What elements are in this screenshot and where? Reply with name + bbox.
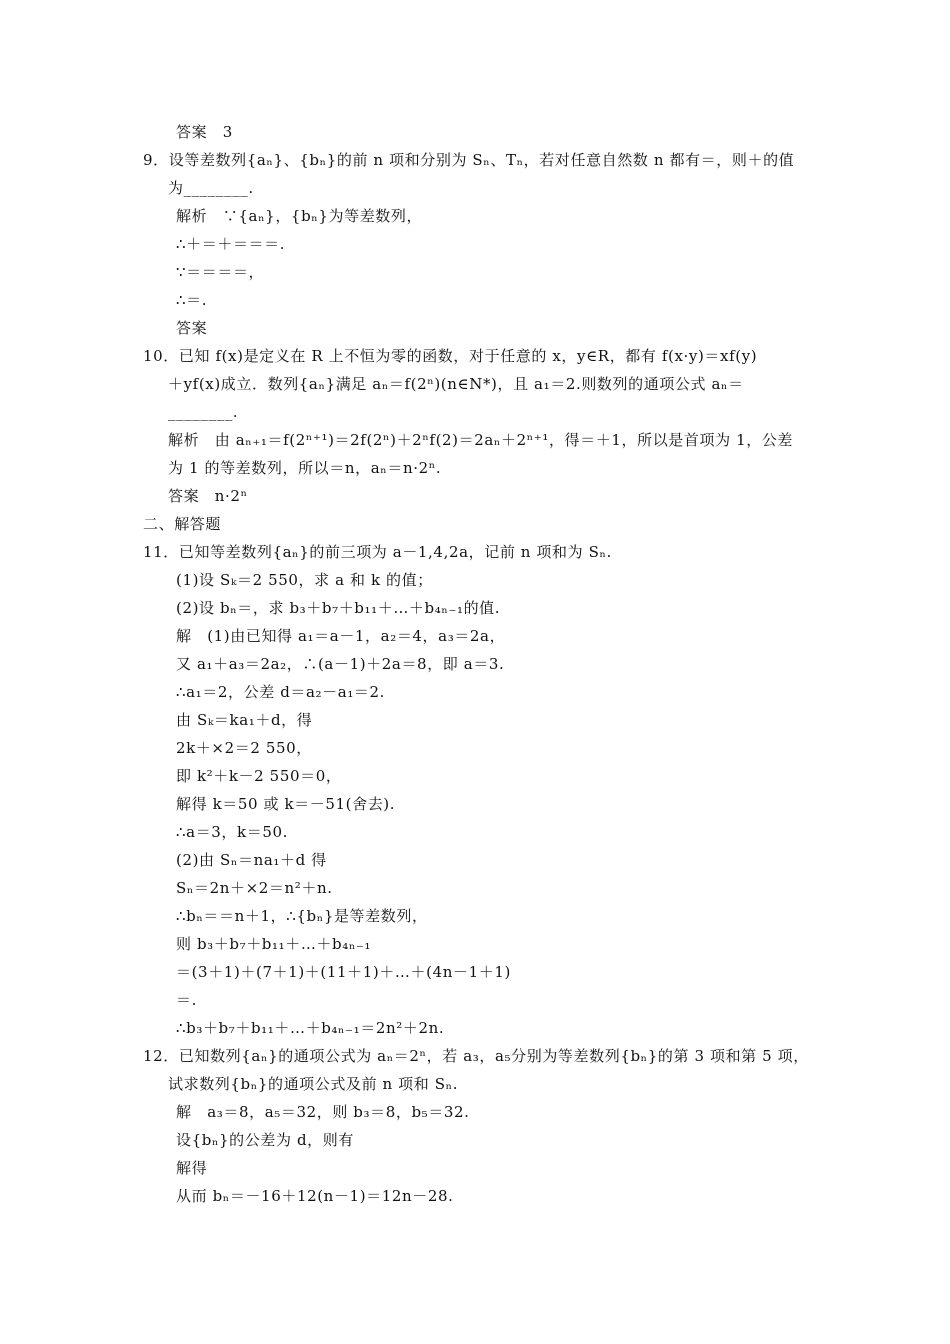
solution-12-line3: 解得 bbox=[176, 1159, 208, 1177]
solution-10-line2: 为 1 的等差数列，所以＝n，aₙ＝n·2ⁿ. bbox=[168, 459, 442, 477]
solution-9-line4: ∴＝. bbox=[176, 291, 208, 309]
problem-10-line1: 10．已知 f(x)是定义在 R 上不恒为零的函数，对于任意的 x，y∈R，都有 f(x·y)＝xf(y) bbox=[143, 347, 758, 365]
solution-11-line12: 则 b₃＋b₇＋b₁₁＋…＋b₄ₙ₋₁ bbox=[176, 935, 372, 953]
solution-12-line1: 解 a₃＝8，a₅＝32，则 b₃＝8，b₅＝32. bbox=[176, 1103, 470, 1121]
solution-10-line1: 解析 由 aₙ₊₁＝f(2ⁿ⁺¹)＝2f(2ⁿ)＋2ⁿf(2)＝2aₙ＋2ⁿ⁺¹，得＝＋1，所以是首项为 1，公差 bbox=[168, 431, 794, 449]
section-heading: 二、解答题 bbox=[143, 515, 222, 533]
solution-11-line7: 解得 k＝50 或 k＝－51(舍去). bbox=[176, 795, 396, 813]
solution-11-line5: 2k＋×2＝2 550， bbox=[176, 739, 312, 757]
solution-11-line10: Sₙ＝2n＋×2＝n²＋n. bbox=[176, 879, 333, 897]
answer-9: 答案 bbox=[176, 319, 208, 337]
solution-9-line2: ∴＋＝＋＝＝＝. bbox=[176, 235, 286, 253]
solution-9-line3: ∵＝＝＝＝， bbox=[176, 263, 265, 281]
problem-11-part2: (2)设 bₙ＝，求 b₃＋b₇＋b₁₁＋…＋b₄ₙ₋₁的值. bbox=[176, 599, 501, 617]
solution-11-line15: ∴b₃＋b₇＋b₁₁＋…＋b₄ₙ₋₁＝2n²＋2n. bbox=[176, 1019, 445, 1037]
solution-11-line6: 即 k²＋k－2 550＝0， bbox=[176, 767, 342, 785]
problem-11-line1: 11．已知等差数列{aₙ}的前三项为 a－1,4,2a，记前 n 项和为 Sₙ. bbox=[143, 543, 612, 561]
solution-12-line2: 设{bₙ}的公差为 d，则有 bbox=[176, 1131, 354, 1149]
solution-11-line2: 又 a₁＋a₃＝2a₂，∴(a－1)＋2a＝8，即 a＝3. bbox=[176, 655, 505, 673]
problem-10-line2: ＋yf(x)成立．数列{aₙ}满足 aₙ＝f(2ⁿ)(n∈N*)，且 a₁＝2.则数列的通项公式 aₙ＝ bbox=[168, 375, 744, 393]
problem-9-line2: 为________. bbox=[168, 179, 254, 197]
solution-11-line13: ＝(3＋1)＋(7＋1)＋(11＋1)＋…＋(4n－1＋1) bbox=[176, 963, 511, 981]
solution-11-line3: ∴a₁＝2，公差 d＝a₂－a₁＝2. bbox=[176, 683, 386, 701]
solution-11-line8: ∴a＝3，k＝50. bbox=[176, 823, 288, 841]
solution-11-line9: (2)由 Sₙ＝na₁＋d 得 bbox=[176, 851, 327, 869]
solution-11-line14: ＝. bbox=[176, 991, 197, 1009]
solution-9-line1: 解析 ∵{aₙ}，{bₙ}为等差数列， bbox=[176, 207, 423, 225]
solution-11-line1: 解 (1)由已知得 a₁＝a－1，a₂＝4，a₃＝2a， bbox=[176, 627, 506, 645]
answer-10: 答案 n·2ⁿ bbox=[168, 487, 248, 505]
solution-11-line4: 由 Sₖ＝ka₁＋d，得 bbox=[176, 711, 313, 729]
problem-10-line3: ________. bbox=[168, 403, 239, 421]
problem-11-part1: (1)设 Sₖ＝2 550，求 a 和 k 的值； bbox=[176, 571, 433, 589]
solution-11-line11: ∴bₙ＝＝n＋1，∴{bₙ}是等差数列， bbox=[176, 907, 428, 925]
problem-9-line1: 9．设等差数列{aₙ}、{bₙ}的前 n 项和分别为 Sₙ、Tₙ，若对任意自然数 n 都有＝，则＋的值 bbox=[143, 151, 795, 169]
answer-8: 答案 3 bbox=[176, 123, 233, 141]
problem-12-line1: 12．已知数列{aₙ}的通项公式为 aₙ＝2ⁿ，若 a₃，a₅分别为等差数列{bₙ}的第 3 项和第 5 项， bbox=[143, 1047, 809, 1065]
solution-12-line4: 从而 bₙ＝－16＋12(n－1)＝12n－28. bbox=[176, 1187, 454, 1205]
problem-12-line2: 试求数列{bₙ}的通项公式及前 n 项和 Sₙ. bbox=[168, 1075, 459, 1093]
